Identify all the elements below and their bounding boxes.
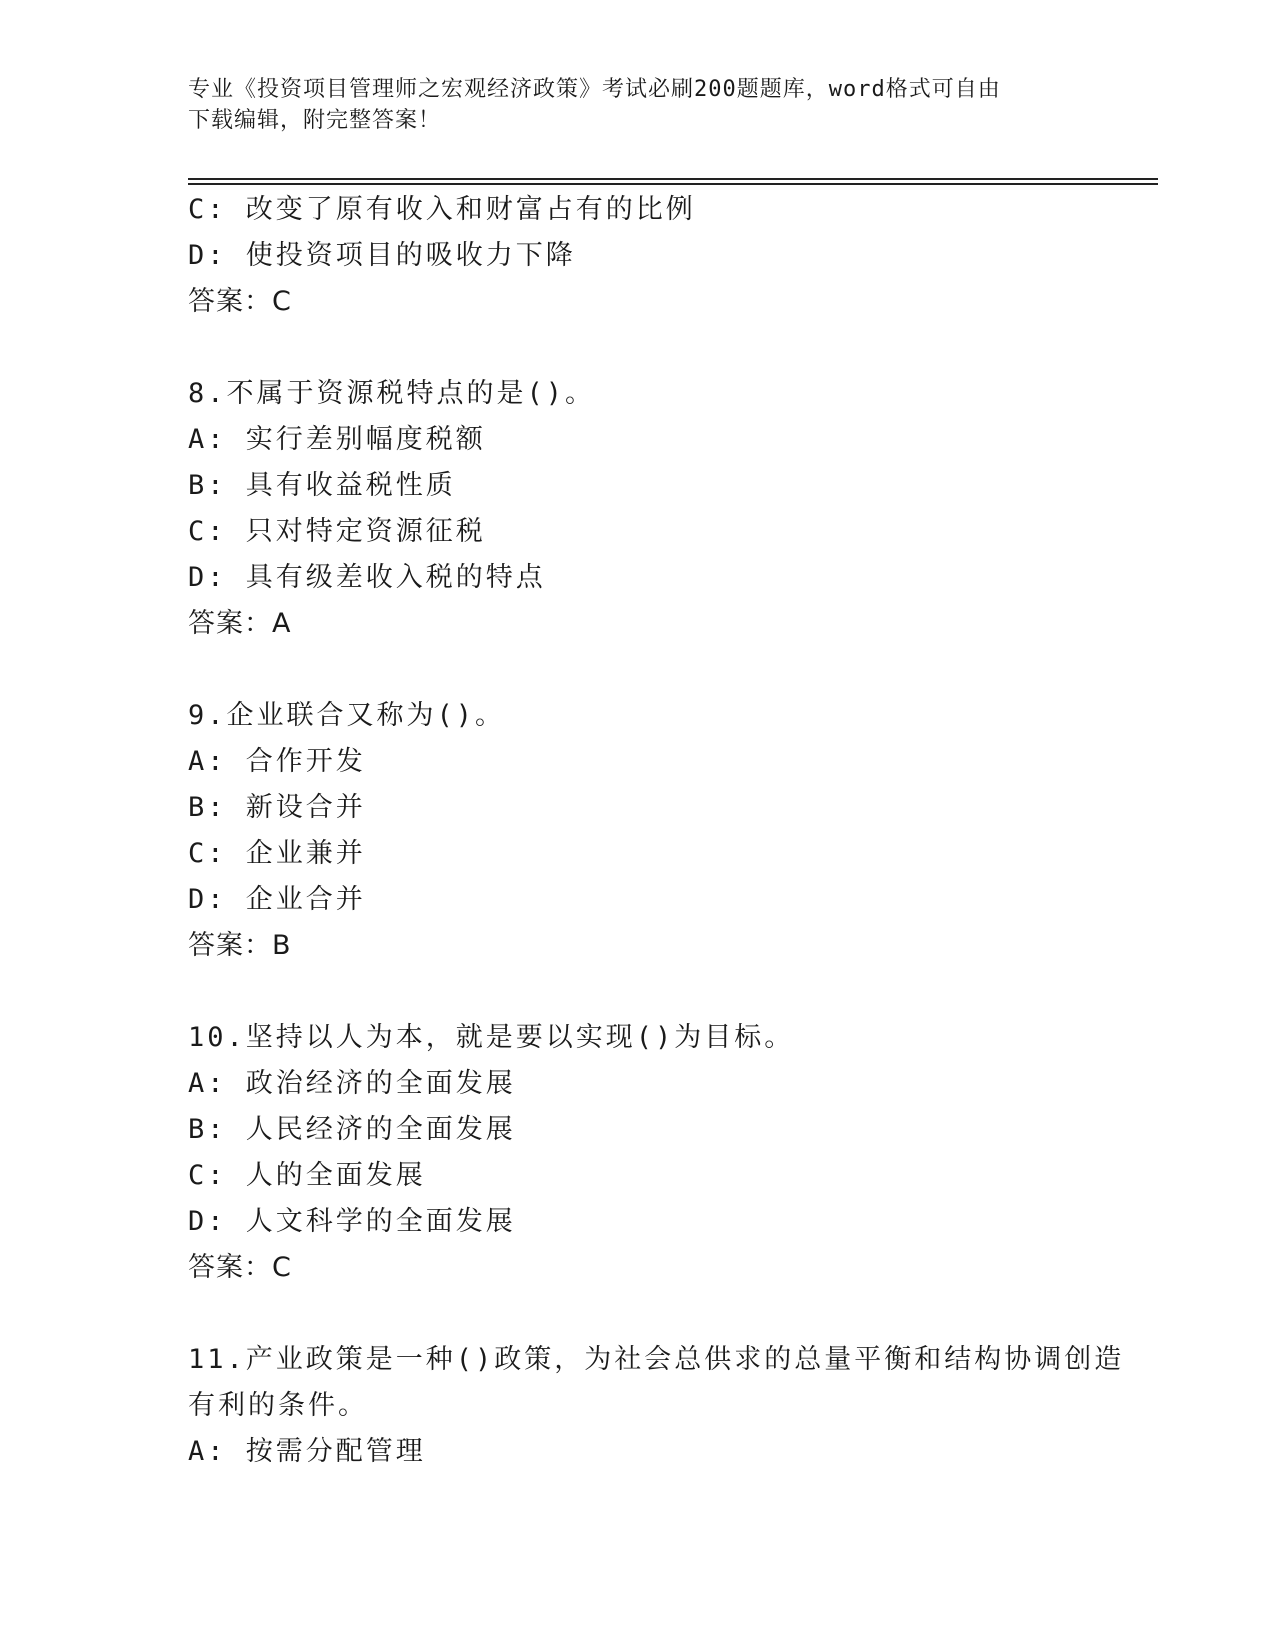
option-a: A: 政治经济的全面发展 xyxy=(188,1068,516,1099)
question-block-11 xyxy=(188,1337,1125,1475)
question-block-8 xyxy=(188,371,1088,647)
question-text: 10.坚持以人为本，就是要以实现()为目标。 xyxy=(188,1022,795,1053)
option-d: D: 企业合并 xyxy=(188,884,366,915)
option-d: D: 使投资项目的吸收力下降 xyxy=(188,240,576,271)
answer-line: 答案：C xyxy=(188,1252,292,1283)
spacer xyxy=(188,1291,1088,1337)
header-divider-top xyxy=(188,178,1158,180)
option-a: A: 按需分配管理 xyxy=(188,1436,426,1467)
answer-line: 答案：A xyxy=(188,608,292,639)
option-d: D: 人文科学的全面发展 xyxy=(188,1206,516,1237)
option-b: B: 新设合并 xyxy=(188,792,366,823)
answer-line: 答案：C xyxy=(188,286,292,317)
option-c: C: 人的全面发展 xyxy=(188,1160,426,1191)
header-divider-bottom xyxy=(188,183,1158,185)
header-line-2: 下载编辑，附完整答案！ xyxy=(188,108,442,133)
document-header xyxy=(188,74,1068,136)
option-a: A: 实行差别幅度税额 xyxy=(188,424,486,455)
option-c: C: 企业兼并 xyxy=(188,838,366,869)
question-text: 9.企业联合又称为()。 xyxy=(188,700,506,731)
option-d: D: 具有级差收入税的特点 xyxy=(188,562,546,593)
spacer xyxy=(188,969,1088,1015)
header-line-1: 专业《投资项目管理师之宏观经济政策》考试必刷200题题库，word格式可自由 xyxy=(188,77,1001,102)
question-list xyxy=(188,187,1125,1475)
option-b: B: 人民经济的全面发展 xyxy=(188,1114,516,1145)
option-c: C: 改变了原有收入和财富占有的比例 xyxy=(188,194,696,225)
question-block-prev xyxy=(188,187,1088,325)
option-b: B: 具有收益税性质 xyxy=(188,470,456,501)
option-a: A: 合作开发 xyxy=(188,746,366,777)
answer-line: 答案：B xyxy=(188,930,292,961)
question-block-10 xyxy=(188,1015,1088,1291)
question-text: 8.不属于资源税特点的是()。 xyxy=(188,378,596,409)
question-text-line-1: 11.产业政策是一种()政策，为社会总供求的总量平衡和结构协调创造 xyxy=(188,1344,1125,1375)
question-text-line-2: 有利的条件。 xyxy=(188,1390,368,1421)
option-c: C: 只对特定资源征税 xyxy=(188,516,486,547)
spacer xyxy=(188,325,1088,371)
question-block-9 xyxy=(188,693,1088,969)
spacer xyxy=(188,647,1088,693)
